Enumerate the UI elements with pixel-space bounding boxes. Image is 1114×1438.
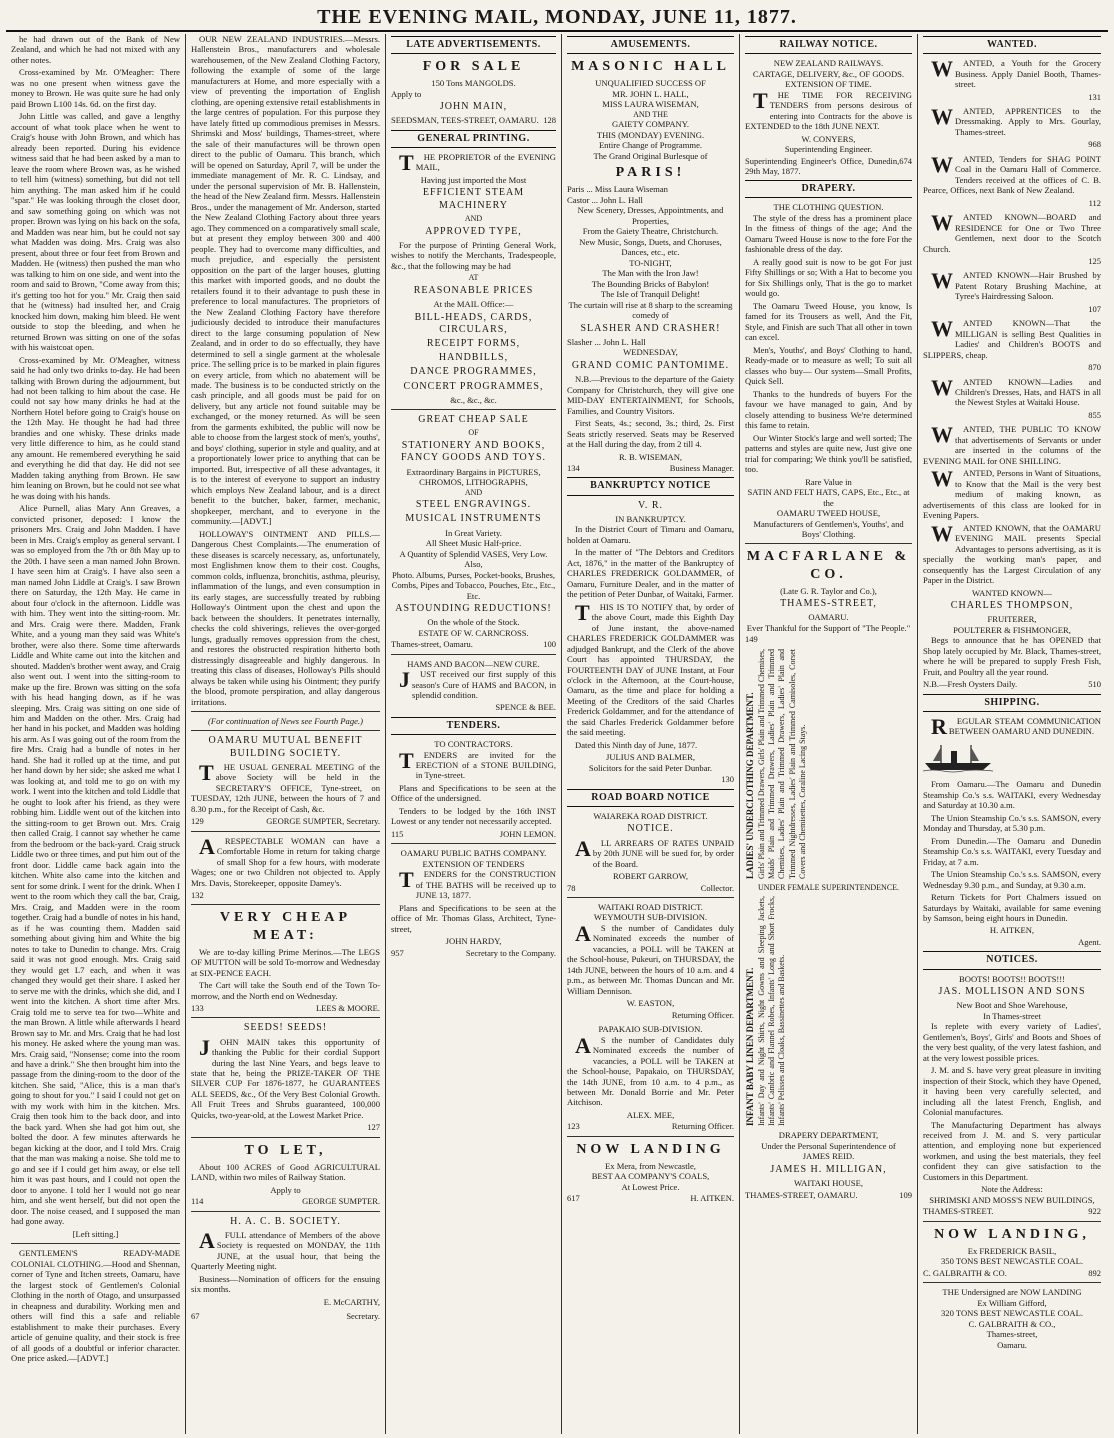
vr: V. R. <box>637 499 664 511</box>
dept-items: Girls' Plain and Trimmed Drawers, Girls' Plain and Trimmed Chemises, Maids' Plain and Trimmed Drawers, Ladies' Plain and Trimmed Chemises, Ladies' Plain and Trimmed Drawers, Ladies' Plain and Trimmed Nightdresses, Ladies' Plain and Trimmed Camisoles, Corset Covers and Chemisettes, Coraline Lacing Stays. <box>756 648 808 879</box>
extension: EXTENSION OF TIME. <box>785 79 872 90</box>
ad-number: 134 <box>567 463 580 473</box>
ad-number: 107 <box>1088 303 1101 314</box>
baths-body: TENDERS for the CONSTRUCTION of THE BATHS will be received up to JUNE 13, 1877. <box>399 867 556 901</box>
handbills: HANDBILLS, <box>438 352 509 364</box>
newcastle: Ex Mera, from Newcastle, <box>605 1160 696 1171</box>
hams-body: JUST received our first supply of this season's Cure of HAMS and BACON, in splendid condition. <box>399 667 556 700</box>
mutual-body: THE USUAL GENERAL MEETING of the above Society will be held in the SECRETARY'S OFFICE, Tyne-street, on TUESDAY, 12th JUNE, between the hours of 7 and 8.30 p.m., for the Receipt of Cash, &c. <box>191 759 380 814</box>
underclothing-dept <box>745 649 912 879</box>
ad-number: 100 <box>543 639 556 650</box>
meat-body-2: The Cart will take the South end of the Town To-morrow, and the North end on Wednesday. <box>191 980 380 1001</box>
paragraph: Cross-examined by Mr. O'Meagher: There was no one present when witness gave the money to Brown. He was quite sure he had only paid Brown L100 14s. 6d. on the first day. <box>11 67 180 109</box>
at-word: AT <box>468 273 479 283</box>
ad-number: 129 <box>191 816 204 827</box>
tolet-body: About 100 ACRES of Good AGRICULTURAL LAND, within two miles of Railway Station. <box>191 1161 380 1183</box>
wanted-ad: WANTED KNOWN—BOARD and RESIDENCE for One or Two Three Gentlemen, next door to the Scotch Church. <box>923 210 1101 254</box>
estate: ESTATE OF W. CARNCROSS. <box>418 627 529 638</box>
hac-body: AFULL attendance of Members of the above Society is requested on MONDAY, the 11th JUNE, at the usual hour, that being the Quarterly Meeting night. <box>191 1227 380 1272</box>
ad-number: 125 <box>1088 256 1101 267</box>
personal: Under the Personal Superintendence of <box>761 1140 896 1151</box>
column-5-drapery <box>740 34 918 1434</box>
paragraph: Cross-examined by Mr. O'Meagher, witness said he had only two drinks to-day. He had been talking with Brown during the adjournment, but had not been talking to him about the case. He could not say how many drinks he had at the Northern Hotel before going to Craig's house on the 12th May. He thought he had had three brandies and one whisky. These drinks made very little difference to him, as he could stand any amount. He remembered everything he said and everything he did that day. He did not see Madden taking anything from Brown. He saw him leaning on Brown, but he could not see what he was doing with his hands. <box>11 354 180 501</box>
divider <box>191 711 380 712</box>
basil: Ex FREDERICK BASIL, <box>967 1245 1057 1256</box>
ad-number: 127 <box>367 1122 380 1133</box>
masthead-date: MONDAY, JUNE 11, 1877. <box>545 5 797 28</box>
section-heading: ROAD BOARD NOTICE <box>567 789 734 807</box>
unqualified: UNQUALIFIED SUCCESS OF <box>595 78 706 89</box>
thames: THAMES-STREET. <box>923 1206 994 1217</box>
baby-items: Infants' Day and Night Shirts, Night Gowns and Sleeping Jackets, Infants' Cambric and Flannel Robes, Infants' Long and Short Frocks, Infants' Pelisses and Cloaks, Bassinettes and Baskets. <box>756 896 787 1127</box>
ad-number: 131 <box>1088 91 1101 102</box>
satin-hats: SATIN AND FELT HATS, CAPS, Etc., Etc., at the <box>747 487 910 508</box>
sheet-music: All Sheet Music Half-price. <box>425 538 522 549</box>
ad-number: 128 <box>543 115 556 126</box>
hams-signature: SPENCE & BEE. <box>495 702 556 713</box>
julius: JULIUS AND BALMER, <box>605 752 696 763</box>
baby-title: INFANT BABY LINEN DEPARTMENT. <box>745 968 755 1127</box>
garrow: ROBERT GARROW, <box>613 871 688 882</box>
mee: ALEX. MEE, <box>626 1109 675 1120</box>
in-bankruptcy: IN BANKRUPTCY. <box>615 513 686 524</box>
column-1-court-report <box>6 34 186 1434</box>
mee-role: Returning Officer. <box>671 1121 734 1132</box>
hac-title: H. A. C. B. SOCIETY. <box>230 1215 341 1227</box>
oysters: N.B.—Fresh Oysters Daily. <box>923 679 1018 690</box>
efficient: EFFICIENT STEAM MACHINERY <box>422 187 525 211</box>
continuation-note: (For continuation of News see Fourth Page.) <box>208 716 363 726</box>
candidates: AS the number of Candidates duly Nominated exceeds the number of vacancies, a POLL will be TAKEN at the School-house, Pukeuri, on THURSDAY, the 14th JUNE, between the hours of 10 a.m. and 4 p.m., as between Mr. Thomas Duncan and Mr. William Dennison. <box>567 920 734 996</box>
concert: CONCERT PROGRAMMES, <box>403 380 544 392</box>
divider <box>567 1136 734 1137</box>
of-word: OF <box>468 428 479 438</box>
wanted-ad: WANTED KNOWN—Ladies and Children's Dresses, Hats, and HATS in all the Newest Styles at Waitaki House. <box>931 374 1101 408</box>
new-music: New Music, Songs, Duets, and Choruses, Dances, etc., etc. <box>579 236 722 258</box>
purpose: For the purpose of Printing General Work, wishes to notify the Merchants, Tradespeople, &c., that the following may be had <box>391 239 556 271</box>
bricks: The Bounding Bricks of Babylon! <box>591 278 710 289</box>
divider <box>391 654 556 655</box>
section-heading: WANTED. <box>923 36 1101 54</box>
hac-signature: E. McCARTHY, <box>323 1296 380 1307</box>
paragraph: he had drawn out of the Bank of New Zealand, and which he had not mixed with any other notes. <box>11 34 180 65</box>
ad-number: 149 <box>745 634 758 645</box>
reid: JAMES REID. <box>802 1151 855 1162</box>
hac-role: Secretary. <box>346 1311 380 1322</box>
column-6-wanted <box>918 34 1106 1434</box>
hac-body-2: Business—Nomination of officers for the ensuing six months. <box>191 1273 380 1295</box>
galbraith-2: C. GALBRAITH & CO., <box>968 1318 1056 1329</box>
pantomime: GRAND COMIC PANTOMIME. <box>571 359 730 371</box>
ad-number: 130 <box>721 774 734 785</box>
billheads: BILL-HEADS, CARDS, CIRCULARS, <box>414 311 533 335</box>
tweed-house: OAMARU TWEED HOUSE, <box>776 508 881 519</box>
and-the: AND THE <box>633 109 668 119</box>
william-gifford: Ex William Gifford, <box>977 1297 1047 1308</box>
divider <box>191 831 380 832</box>
macfarlane: MACFARLANE & CO. <box>746 549 911 582</box>
reasonable: REASONABLE PRICES <box>413 284 534 296</box>
grand-burlesque: The Grand Original Burlesque of <box>593 150 708 161</box>
thames-oamaru: THAMES-STREET, OAMARU. <box>745 1189 858 1200</box>
shipping-line: Return Tickets for Port Chalmers issued on Saturdays by Waitaki, available for same evening by Samson, being eight hours in Dunedin. <box>923 892 1101 923</box>
extraordinary: Extraordinary Bargains in PICTURES, CHROMOS, LITHOGRAPHS, <box>406 466 541 488</box>
paris: PARIS! <box>615 165 686 181</box>
tons: 350 TONS BEST NEWCASTLE COAL. <box>940 1256 1084 1267</box>
and-word: AND <box>464 213 483 223</box>
late-taylor: (Late G. R. Taylor and Co.), <box>780 585 877 596</box>
clothing-question: THE CLOTHING QUESTION. <box>773 202 884 213</box>
waitaki-house: WAITAKI HOUSE, <box>793 1178 863 1189</box>
mangolds: 150 Tons MANGOLDS. <box>431 78 516 89</box>
vases: A Quantity of Splendid VASES, Very Low. <box>399 548 548 559</box>
dept-title: LADIES' UNDERCLOTHING DEPARTMENT. <box>745 692 755 879</box>
shipping-line: The Union Steamship Co.'s s.s. SAMSON, every Wednesday 9.30 p.m., and Sunday, at 9.30 a.m. <box>923 869 1101 890</box>
cast-line: Castor ... John L. Hall <box>567 194 643 205</box>
great-sale: GREAT CHEAP SALE <box>418 414 529 426</box>
replete: Is replete with every variety of Ladies', Gentlemen's, Boys', Girls' and Boots and Shoes of the very best quality, of the very latest fashion, and at the very lowest possible prices. <box>923 1021 1101 1063</box>
baths-body-2: Plans and Specifications to be seen at the office of Mr. Thomas Glass, Architect, Tyne-street, <box>391 902 556 934</box>
tonight: TO-NIGHT, <box>629 257 672 268</box>
tolet-title: TO LET, <box>244 1142 327 1158</box>
forsale-title: FOR SALE <box>422 59 525 75</box>
woman-ad: ARESPECTABLE WOMAN can have a Comfortable Home in return for taking charge of small Shop for a few hours, with moderate Wages; one or two Children not objected to. Apply Mrs. Davis, Storekeeper, opposite Damey's. <box>191 833 380 888</box>
verse: Our Winter Stock's large and well sorted; The patterns and styles are quite new, Just give one trial for comparing; We think you'll be satisfied, too. <box>745 432 912 475</box>
conyers: W. CONYERS, <box>801 133 856 144</box>
ad-number: 109 <box>899 1189 912 1200</box>
wiseman: R. B. WISEMAN, <box>618 451 683 462</box>
divider <box>191 904 380 905</box>
dance: DANCE PROGRAMMES, <box>410 366 537 378</box>
shipping-agent: H. AITKEN, <box>989 925 1035 936</box>
agent-role: Agent. <box>1078 936 1101 947</box>
meat-body: We are to-day killing Prime Merinos.—The LEGS OF MUTTON will be sold To-morrow and Wednesday at SIX-PENCE EACH. <box>191 946 380 978</box>
rare-value: Rare Value in <box>805 476 852 487</box>
wanted-ad: WANTED, THE PUBLIC TO KNOW that advertisements of Servants or under are inserted in the columns of the EVENING MAIL for ONE SHILLING. <box>923 422 1101 466</box>
meat-title: VERY CHEAP MEAT: <box>219 910 352 943</box>
notice: NOTICE. <box>627 823 674 835</box>
nz-railways: NEW ZEALAND RAILWAYS. <box>773 58 884 69</box>
divider <box>923 1282 1101 1283</box>
baths-role: Secretary to the Company. <box>465 947 556 958</box>
divider <box>391 843 556 844</box>
column-3-late-ads <box>386 34 562 1434</box>
section-heading: SHIPPING. <box>923 694 1101 712</box>
contractors: TO CONTRACTORS. <box>434 739 513 750</box>
wanted-known: WANTED KNOWN— <box>972 587 1052 598</box>
railway-time: THE TIME FOR RECEIVING TENDERS from persons desirous of entering into Contracts for the above is EXTENDED to the 18th JUNE NEXT. <box>745 87 912 132</box>
and-word: AND <box>464 487 483 497</box>
mollison: JAS. MOLLISON AND SONS <box>938 985 1086 997</box>
mutual-signature: GEORGE SUMPTER, Secretary. <box>266 816 380 827</box>
astounding: ASTOUNDING REDUCTIONS! <box>395 603 552 615</box>
photo-albums: Photo. Albums, Purses, Pocket-books, Brushes, Combs, Pipes and Tobacco, Pouches, Etc., Etc., Etc. <box>391 569 556 601</box>
entire-change: Entire Change of Programme. <box>598 140 703 151</box>
divider <box>191 1211 380 1212</box>
now-landing: NOW LANDING, <box>934 1226 1090 1242</box>
matter: In the matter of "The Debtors and Creditors Act, 1876," in the matter of the Bankruptcy of CHARLES FREDERICK GOLDAMMER, of Oamaru, Furniture Dealer, and in the matter of the petition of Peter Dunbar, of Waitaki, Farmer. <box>567 547 734 600</box>
baths-extension: EXTENSION OF TENDERS <box>422 858 525 869</box>
note-address: Note the Address: <box>981 1184 1043 1195</box>
hall-name: MR. JOHN L. HALL, <box>612 88 689 99</box>
ad-number: 617 <box>567 1193 580 1204</box>
holloway-ad: HOLLOWAY'S OINTMENT AND PILLS.—Dangerous Chest Complaints.—The enumeration of these diseases is scarcely necessary, as, unfortunately, most Englishmen know them to their cost. Coughs, common colds, influenza, bronchitis, asthma, pleurisy, inflammation of the lungs, and even consumption in its early stages, are successfully treated by rubbing Holloway's Ointment upon the chest and upon the back between the shoulders. It penetrates internally, checks the cold shiverings, relieves the over-gorged lungs, gradually removes oppression from the chest, and restores the obstructed respiration hitherto both distressingly disagreeable and highly dangerous. In treating this class of diseases, Holloway's Pills should always be taken while using his Ointment; they purify the blood, promote perspiration, and allay dangerous irritations. <box>191 528 380 707</box>
also: Also, <box>464 559 483 570</box>
candidates-2: AS the number of Candidates duly Nominated exceeds the number of vacancies, a POLL will be TAKEN at the School-house, Papakaio, on THURSDAY, the 14th JUNE, from 10 a.m. to 4 p.m., as between Mr. Donald Borrie and Mr. Peter Aitchison. <box>567 1032 734 1108</box>
super: Superintending Engineer. <box>784 144 873 155</box>
ad-number: 132 <box>191 890 204 901</box>
section-heading: GENERAL PRINTING. <box>391 130 556 148</box>
ever-thankful: Ever Thankful for the Support of "The People." <box>746 622 911 633</box>
slasher: SLASHER AND CRASHER! <box>580 322 721 334</box>
nb-note: N.B.—Previous to the departure of the Gaiety Company for Christchurch, they will give one MID-DAY ENTERTAINMENT, for Schools, Families, and Country Visitors. <box>567 374 734 416</box>
curtain: The curtain will rise at 8 sharp to the screaming comedy of <box>568 299 733 321</box>
divider <box>923 1221 1101 1222</box>
ad-number: 123 <box>567 1121 580 1132</box>
wanted-ad: WANTED, a Youth for the Grocery Business. Apply Daniel Booth, Thames-street. <box>931 56 1101 90</box>
milligan: JAMES H. MILLIGAN, <box>770 1163 887 1175</box>
ad-number: 870 <box>1088 362 1101 373</box>
shipping-line: The Union Steamship Co.'s s.s. SAMSON, every Monday and Thursday, at 5.30 p.m. <box>923 812 1101 834</box>
wanted-ad: WANTED KNOWN—That the MILLIGAN is selling Best Qualities in Ladies' and Children's BOOTS and SLIPPERS, cheap. <box>923 316 1101 360</box>
garrow-role: Collector. <box>700 882 734 893</box>
seeds-body: JOHN MAIN takes this opportunity of thanking the Public for their cordial Support during the last Nine Years, and begs leave to state that he, being the PRIZE-TAKER OF THE SILVER CUP For 1876-1877, he GUARANTEES ALL SEEDS, &c., Of the Very Best Colonial Growth. All Fruit Trees and Shrubs guaranteed, 100,000 Quicks, two-year-old, at the Lowest Market Price. <box>191 1034 380 1120</box>
having: Having just imported the Most <box>420 174 527 185</box>
lowest: At Lowest Price. <box>621 1181 680 1192</box>
musical: MUSICAL INSTRUMENTS <box>405 513 542 525</box>
tender-body: TENDERS are invited for the ERECTION of a STONE BUILDING, in Tyne-street. <box>399 747 556 781</box>
ad-number: 112 <box>1088 197 1101 208</box>
shrimski: SHRIMSKI AND MOSS'S NEW BUILDINGS, <box>929 1194 1095 1205</box>
steamship-icon <box>923 743 993 773</box>
tolet-signature: GEORGE SUMPTER. <box>302 1196 380 1207</box>
boots: BOOTS! BOOTS!! BOOTS!!! <box>959 973 1065 984</box>
verse: Thanks to the hundreds of buyers For the favour we have managed to gain, And by closely attending to business We're determined this fame to retain. <box>745 388 912 431</box>
waitaki: WAITAKI ROAD DISTRICT. <box>598 901 703 912</box>
shipping-line: From Dunedin.—The Oamaru and Dunedin Steamship Co.'s s.s. WAITAKI, every Tuesday and Friday, at 7 a.m. <box>923 835 1101 867</box>
oamaru: OAMARU. <box>808 612 849 623</box>
dated: Dated this Ninth day of June, 1877. <box>575 739 698 750</box>
meat-signature: LEES & MOORE. <box>316 1003 380 1013</box>
mail-office: At the MAIL Office:— <box>433 299 514 310</box>
now-landing: NOW LANDING <box>576 1141 725 1157</box>
divider <box>11 1243 180 1244</box>
new-boot: New Boot and Shoe Warehouse, <box>956 1000 1068 1011</box>
baths-signature: JOHN HARDY, <box>445 936 502 947</box>
court: In the District Court of Timaru and Oamaru, holden at Oamaru. <box>567 524 734 545</box>
paragraph: Alice Purnell, alias Mary Ann Greaves, a convicted prisoner, deposed: I know the prisoners Mrs. Craig and John Madden. I have been in Mrs. Craig's employ as general servant. I was so employed from the 7th or 8th May up to the 20th. I have seen a man named John Brown. I have seen him at Craig's. I have also seen a man named John Liddle at Craig's. I saw Brown there on Saturday, the 12th May. He came in about four o'clock in the afternoon. Liddle was with him. They went into the sitting-room. Mr. and Mrs. Craig were there. Madden, Frank White, and a young man they said was White's brother, were also there. Some time afterwards Liddle and White came out into the kitchen and shouted. Madden's brother went away, and Craig also went out. I went into the sitting-room to make up the fire. Brown was sitting on the sofa with his head hanging down, as if he was sleeping. Mrs. Craig was sitting on one side of him and Madden on the other. Mrs. Craig had her hand in his pocket, and Madden was holding his arm. As I was going out of the room from the fire Mrs. Craig had a bundle of notes in her hand. She had it rolled up at the time, and put her hand down by her side; she asked me what I was looking at, and told me to go on with my work. I went into the kitchen and told Liddle that he ought to look after his friend, as they were robbing him. Liddle went out of the kitchen into the sitting-room to get Brown out. Mrs. Craig then called Craig. I cannot say whether he came from the bedroom or the back-yard. Craig struck Liddle two or three times, and put him out of the front door. Liddle came back again into the kitchen. White also came into the kitchen and sent for some drink. I went for the drink. When I went to the room which they call the bar, Craig, Mrs. Craig, and Madden were in the room together. Craig had a bundle of notes in his hand, as if he was counting them. Madden said something about giving him and White the big notes to take to Dunedin to change. Mrs. Craig said it was not good enough. Mrs. Craig said they would get L7 each, and when it was changed they would get their share. I asked her to serve me with the drinks, which she did, and I went into the kitchen. A short time after Mrs. Craig told me to serve tea for two—White and the man Brown. A little while afterwards I heard Brown say to Mr. and Mrs. Craig that he had lost his money. He asked where the young man was. Mrs. Craig said, "Nonsense; come into the room and have a drink." She then brought him into the passage from the dining-room to the door of the kitchen. She said, "Alice, this is a man that's going to shout for you." I said I could not get on with my work with him in the kitchen. Mrs. Craig then took him to the back door, and into the back yard. When she had got him out, she bolted the door. A few minutes afterwards he began kicking at the door, and I told Mrs. Craig that the man was making a noise. She told me to go and see if I could get him away, or else tell him it was past hours, and I could not open the door to anyone. I told her I would not go near him, and she went herself, but did not open the door. The noise ceased, and I supposed the man had gone away. <box>11 503 180 1227</box>
industries-article: OUR NEW ZEALAND INDUSTRIES.—Messrs. Hallenstein Bros., manufacturers and wholesale warehousemen, of the New Zealand Clothing Factory, following the example of some of the large manufacturers at Home, and more especially with a view of preventing the importation of English clothing, are opening extensive retail establishments in the large centres of population. For this purpose they have lately fitted up commodious premises in Messrs. Shrimski and Moss' buildings, Thames-street, where the sale of their manufactures will be thrown open direct to the public of Oamaru. This branch, which will be opened on Saturday, April 7, will be under the immediate management of Mr. R. C. Lindsay, and under the personal supervision of Mr. B. Hallenstein, the head of the New Zealand firm. Messrs. Hallenstein Bros., under the management of Mr. Anderson, started the New Zealand Clothing Factory about three years ago. They commenced on a comparatively small scale, but at present they employ between 300 and 400 people. They had to overcome many difficulties, and much prejudice, and especially the persistent opposition on the part of the larger houses, glutting this market with imported goods, and no doubt the retailers found it to their advantage to push these in preference to local manufactures. The proprietors of the New Zealand Clothing Factory have therefore judiciously decided to introduce their manufactures direct to the large consuming population of New Zealand, and in order to do so effectually, they have determined to sell a single garment at the wholesale price. The selling price is to be marked in plain figures on every article, from which no abatement will be made. The business is to be conducted strictly on the cash principle, and all goods must be paid for on delivery, but any article not found suitable may be exchanged, or the money returned. As will be seen from the garments exhibited, the public will now be able to choose from the largest stock of men's, youths', and boys' clothing, superior in style and quality, and at a proportionately lower price to anything that can be imported. But, irrespective of all these advantages, it is to the interest of everyone to support an industry which employs New Zealand labour, and is a direct benefit to the butcher, baker, farmer, mechanic, shopkeeper, merchant, and to everyone in the community.—[ADVT.] <box>191 34 380 527</box>
gaiety: GAIETY COMPANY. <box>611 119 690 130</box>
divider <box>567 897 734 898</box>
hams-title: HAMS AND BACON—NEW CURE. <box>407 658 540 669</box>
office: Superintending Engineer's Office, Dunedin, 29th May, 1877. <box>745 155 900 176</box>
female-super: UNDER FEMALE SUPERINTENDENCE. <box>757 882 900 892</box>
poulterer: POULTERER & FISHMONGER, <box>953 624 1071 635</box>
drapery-dept: DRAPERY DEPARTMENT, <box>778 1130 879 1141</box>
section-heading: BANKRUPTCY NOTICE <box>567 477 734 495</box>
steel: STEEL ENGRAVINGS. <box>415 499 532 511</box>
thames: Thames-street, Oamaru. <box>391 639 473 650</box>
ad-number: 114 <box>191 1196 204 1207</box>
seeds-title: SEEDS! SEEDS! <box>243 1022 328 1034</box>
slasher-role: Slasher ... John L. Hall <box>567 336 646 347</box>
thompson-body: Begs to announce that he has OPENED that Shop lately occupied by Mr. Black, Thames-street, where he will be prepared to supply Fresh Fish, Fruit, and Poultry all the year round. <box>923 635 1101 677</box>
best-coals: BEST AA COMPANY'S COALS, <box>591 1171 710 1182</box>
verse: Men's, Youths', and Boys' Clothing to hand, Ready-made or to measure as well; To suit all classes who buy— Our system—Small Profits, Quick Sell. <box>745 344 912 387</box>
baby-linen-dept <box>745 896 912 1126</box>
cartage: CARTAGE, DELIVERY, &c., OF GOODS. <box>752 68 905 79</box>
tender-body-3: Tenders to be lodged by the 16th INST Lowest or any tender not necessarily accepted. <box>391 805 556 827</box>
clothing-ad: GENTLEMEN'S READY-MADE COLONIAL CLOTHING.—Hood and Shennan, corner of Tyne and Itchen streets, Oamaru, have the largest stock of Gentlemen's Colonial Clothing in the north of Otago, and unsurpassed in cheapness and durability. Working men and others will find this a safe and reliable establishment to make their purchases. Every article of genuine quality, and their stock is free of all goods of a doubtful or inferior character. One price asked.—[ADVT.] <box>11 1248 180 1364</box>
masthead-title: THE EVENING MAIL, <box>317 5 540 28</box>
thompson: CHARLES THOMPSON, <box>950 600 1074 612</box>
thames-3: Thames-street, <box>986 1329 1038 1340</box>
main-address: SEEDSMAN, TEES-STREET, OAMARU. <box>391 115 539 126</box>
baths-title: OAMARU PUBLIC BATHS COMPANY. <box>400 848 547 859</box>
wanted-ad: WANTED, Persons in Want of Situations, to Know that the Mail is the very best medium of making known, as advertisements of this class are looked for in Evening Papers. <box>923 466 1101 521</box>
section-heading: NOTICES. <box>923 951 1101 969</box>
approved: APPROVED TYPE, <box>425 225 522 237</box>
ad-number: 922 <box>1088 1206 1101 1217</box>
cast-line: Paris ... Miss Laura Wiseman <box>567 184 668 195</box>
john-main: JOHN MAIN, <box>439 101 508 113</box>
masonic-hall: MASONIC HALL <box>571 59 730 75</box>
fruiterer: FRUITERER, <box>987 614 1037 625</box>
stationery: STATIONERY AND BOOKS, FANCY GOODS AND TOYS. <box>400 440 547 464</box>
easton-role: Returning Officer. <box>671 1009 734 1020</box>
ad-number: 510 <box>1088 679 1101 690</box>
laura: MISS LAURA WISEMAN, <box>602 99 699 110</box>
section-heading: LATE ADVERTISEMENTS. <box>391 36 556 54</box>
ad-number: 957 <box>391 947 404 958</box>
shipping-line: From Oamaru.—The Oamaru and Dunedin Steamship Co.'s s.s. WAITAKI, every Wednesday and Saturday at 10.30 a.m. <box>923 779 1101 811</box>
weymouth: WEYMOUTH SUB-DIVISION. <box>593 912 708 923</box>
section-heading: TENDERS. <box>391 717 556 735</box>
regular-steam: REGULAR STEAM COMMUNICATION BETWEEN OAMARU AND DUNEDIN. <box>931 713 1101 739</box>
thames-street: THAMES-STREET, <box>780 598 877 610</box>
this-evening: THIS (MONDAY) EVENING. <box>596 129 705 140</box>
wanted-ad: WANTED KNOWN, that the OAMARU EVENING MAIL presents Special Advantages to persons advertising, as it is specially the working man's paper, and consequently has the Largest Circulation of any Paper in the District. <box>923 520 1101 586</box>
seats: First Seats, 4s.; second, 3s.; third, 2s. First Seats strictly reserved. Seats may be Reserved at the Hall during the day, from 2 till 4. <box>567 418 734 450</box>
divider <box>191 730 380 731</box>
masthead <box>6 4 1108 32</box>
paragraph: John Little was called, and gave a lengthy account of what took place when he went to Craig's house with John Brown, and which has already been reported. During his evidence witness said that he had been asked by a man to leave the room where Brown was, as he wished to tell him (witness) something, but did not tell him anything. The man asked him if he could "spar." He was looking through the closet door, and saw something going on which was not proper. Brown was lying on his back on the sofa, and Madden was near him, but he could not say what Madden was doing. Mrs. Craig was also present, about three or four feet from Brown and Madden. He (witness) then pushed the man who was talking to him on one side, and went into the room and said to Brown, "Come away from this; it's getting too hot for you." Mr. Craig then said that he (witness) had insulted her, and Craig knocked him down, making him bleed. He went outside to stop the bleeding, and when he returned Brown was sitting on one of the sofas with his waistcoat open. <box>11 111 180 353</box>
isle: The Isle of Tranquil Delight! <box>600 289 701 300</box>
divider <box>391 409 556 410</box>
tolet-apply: Apply to <box>270 1184 301 1195</box>
ad-number: 855 <box>1088 409 1101 420</box>
verse: The style of the dress has a prominent place In the fitness of things of the age; And the Oamaru Tweed House is now to the fore For the fashionable dress of the day. <box>745 212 912 255</box>
manufacturers: Manufacturers of Gentlemen's, Youths', and Boys' Clothing. <box>753 518 904 539</box>
wiseman-role: Business Manager. <box>669 463 734 473</box>
wanted-ad: WANTED, APPRENTICES to the Dressmaking. Apply to Mrs. Gourlay, Thames-street. <box>931 104 1101 137</box>
waiareka: WAIAREKA ROAD DISTRICT. <box>593 810 708 821</box>
mutual-title: OAMARU MUTUAL BENEFIT BUILDING SOCIETY. <box>208 735 363 759</box>
wanted-ad: WANTED, Tenders for SHAG POINT Coal in the Oamaru Hall of Commerce. Tenders received at the offices of C. B. Pearce, Offices, next Bank of New Zealand. <box>923 151 1101 196</box>
column-4-amusements <box>562 34 740 1434</box>
section-heading: AMUSEMENTS. <box>567 36 734 54</box>
variety: In Great Variety. <box>445 527 502 538</box>
columns <box>6 34 1108 1434</box>
tender-body-2: Plans and Specifications to be seen at the Office of the undersigned. <box>391 782 556 804</box>
apply-to: Apply to <box>391 88 422 99</box>
solicitors: Solicitors for the said Peter Dunbar. <box>588 762 713 773</box>
section-heading: RAILWAY NOTICE. <box>745 36 912 54</box>
divider <box>745 543 912 544</box>
receipt: RECEIPT FORMS, <box>426 337 521 349</box>
tender-signature: JOHN LEMON. <box>499 828 556 839</box>
ad-number: 67 <box>191 1311 200 1322</box>
oamaru: Oamaru. <box>997 1339 1027 1350</box>
scenery: New Scenery, Dresses, Appointments, and Properties, <box>577 205 724 226</box>
ad-number: 674 <box>899 155 912 166</box>
wanted-ad: WANTED KNOWN—Hair Brushed by Patent Rotary Brushing Machine, at Tyree's Hairdressing Saloon. <box>931 268 1101 302</box>
undersigned: THE Undersigned are NOW LANDING <box>942 1287 1082 1298</box>
section-heading: DRAPERY. <box>745 180 912 198</box>
wednesday: WEDNESDAY, <box>623 347 678 358</box>
aitken: H. AITKEN. <box>690 1193 734 1204</box>
whole-stock: On the whole of the Stock. <box>427 617 520 628</box>
verse: A really good suit is now to be got For just Fifty Shillings or so; With a Hat to become you for Six Shillings only, That is the go to market would go. <box>745 256 912 299</box>
notify: THIS IS TO NOTIFY that, by order of the above Court, made this Eighth Day of June instant, the above-named CHARLES FREDERICK GOLDAMMER was adjudged Bankrupt, and the Clerk of the above Court has appointed THURSDAY, the FOURTEENTH DAY of JUNE Instant, at Four o'clock in the Afternoon, at the Court-house, Oamaru, as the time and place for holding a Meeting of the Creditors of the said Charles Frederick Goldammer, and for the attendance of the said Charles Frederick Goldammer before the said meeting. <box>567 599 734 738</box>
papakaio: PAPAKAIO SUB-DIVISION. <box>598 1024 703 1035</box>
easton: W. EASTON, <box>626 998 675 1009</box>
arrears: ALL ARREARS OF RATES UNPAID by 20th JUNE will be sued for, by order of the Board. <box>575 835 734 869</box>
ad-number: 133 <box>191 1003 204 1013</box>
ad-number: 968 <box>1088 139 1101 150</box>
etc: &c., &c., &c. <box>450 394 497 405</box>
verse: The Oamaru Tweed House, you know, Is famed for its Trousers as well, And the Fit, Style, and Finish are such That all other in town can excel. <box>745 300 912 343</box>
left-sitting: [Left sitting.] <box>72 1228 119 1239</box>
proprietor: THE PROPRIETOR of the EVENING MAIL, <box>399 149 556 175</box>
ad-number: 78 <box>567 882 576 893</box>
galbraith: C. GALBRAITH & CO. <box>923 1267 1007 1278</box>
in-thames: In Thames-street <box>983 1010 1041 1021</box>
column-2-news <box>186 34 386 1434</box>
jm-inspection: J. M. and S. have very great pleasure in inviting inspection of their Stock, which they have Opened, it having been very carefully selected, and including all the latest French, English, and Colonial manufactures. <box>923 1065 1101 1118</box>
divider <box>191 1017 380 1018</box>
from-gaiety: From the Gaiety Theatre, Christchurch. <box>582 226 719 237</box>
ad-number: 115 <box>391 828 404 839</box>
tons-2: 320 TONS BEST NEWCASTLE COAL. <box>940 1308 1084 1319</box>
manufacturing: The Manufacturing Department has always received from J. M. and S. very particular attention, and employing none but experienced workmen, and using the best materials, they feel confident they can give satisfaction to the Customers in this Department. <box>923 1119 1101 1182</box>
divider <box>191 1137 380 1138</box>
ad-number: 892 <box>1088 1267 1101 1278</box>
iron-jaw: The Man with the Iron Jaw! <box>602 268 699 279</box>
